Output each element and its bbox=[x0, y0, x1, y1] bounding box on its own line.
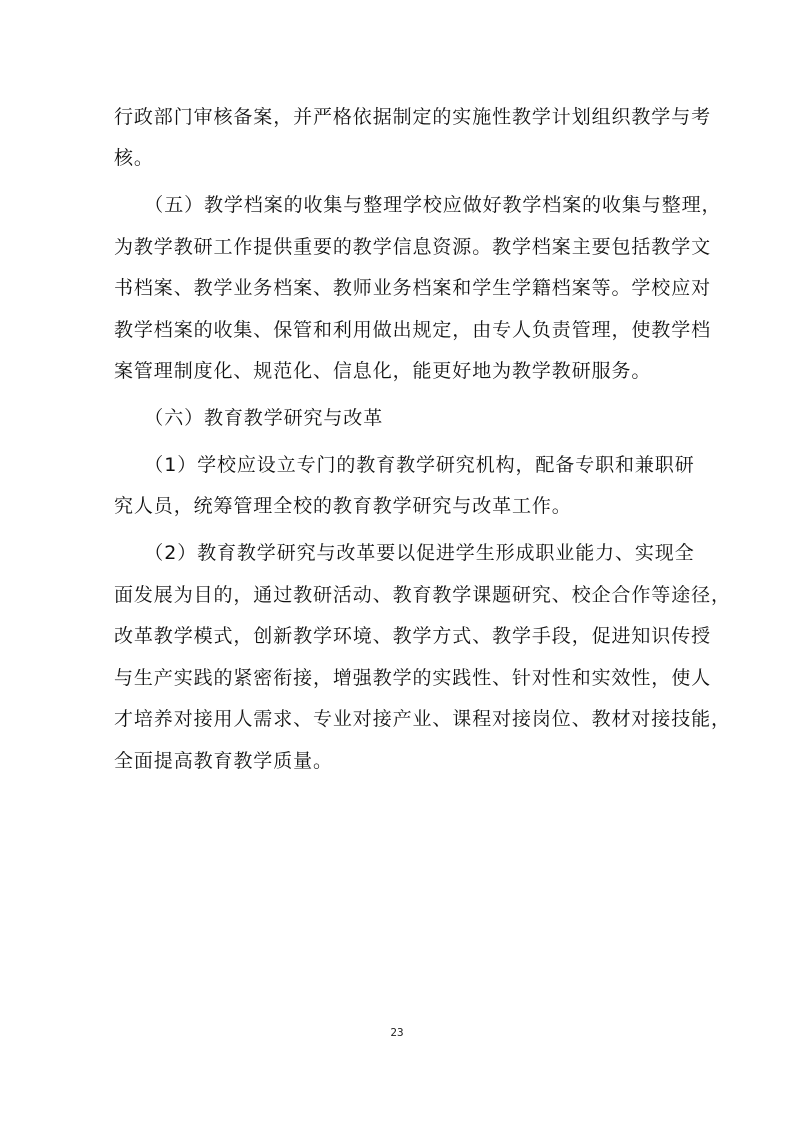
body-text-line: （1）学校应设立专门的教育教学研究机构，配备专职和兼职研 bbox=[114, 454, 695, 476]
body-text-line: （2）教育教学研究与改革要以促进学生形成职业能力、实现全 bbox=[114, 542, 695, 564]
body-text-line: 面发展为目的，通过教研活动、教育教学课题研究、校企合作等途径， bbox=[114, 584, 731, 606]
body-text-line: 教学档案的收集、保管和利用做出规定，由专人负责管理，使教学档 bbox=[114, 319, 712, 341]
section-heading: （六）教育教学研究与改革 bbox=[114, 407, 384, 429]
page-number: 23 bbox=[390, 1026, 404, 1039]
body-text-line: 为教学教研工作提供重要的教学信息资源。教学档案主要包括教学文 bbox=[114, 236, 712, 258]
body-text-line: 改革教学模式，创新教学环境、教学方式、教学手段，促进知识传授 bbox=[114, 625, 712, 647]
body-text-line: （五）教学档案的收集与整理学校应做好教学档案的收集与整理， bbox=[114, 194, 722, 216]
body-text-line: 与生产实践的紧密衔接，增强教学的实践性、针对性和实效性，使人 bbox=[114, 667, 712, 689]
body-text-line: 才培养对接用人需求、专业对接产业、课程对接岗位、教材对接技能， bbox=[114, 708, 731, 730]
body-text-line: 案管理制度化、规范化、信息化，能更好地为教学教研服务。 bbox=[114, 360, 652, 382]
body-text-line: 书档案、教学业务档案、教师业务档案和学生学籍档案等。学校应对 bbox=[114, 277, 712, 299]
body-text-line: 核。 bbox=[114, 147, 154, 169]
body-text-line: 究人员，统筹管理全校的教育教学研究与改革工作。 bbox=[114, 495, 572, 517]
body-text-line: 全面提高教育教学质量。 bbox=[114, 750, 333, 772]
body-text-line: 行政部门审核备案，并严格依据制定的实施性教学计划组织教学与考 bbox=[114, 106, 712, 128]
